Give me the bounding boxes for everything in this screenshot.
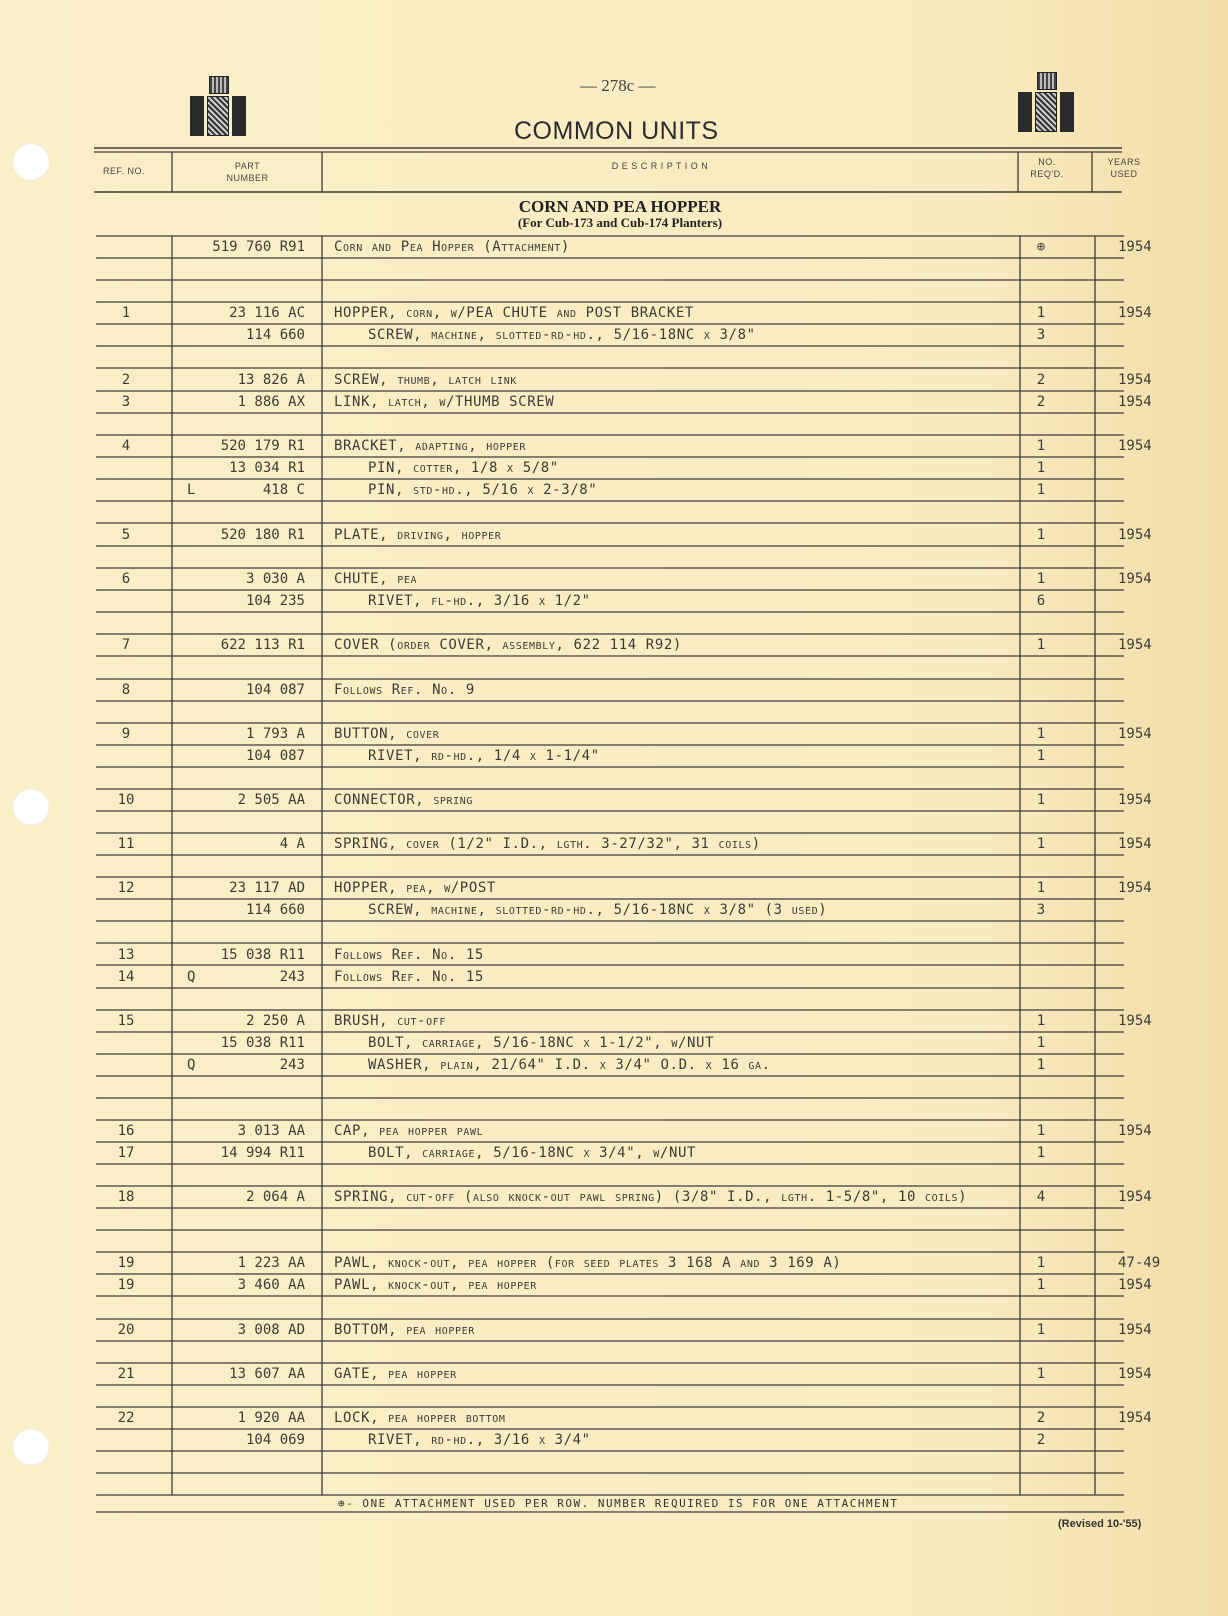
part-description: PIN, cotter, 1/8 x 5/8" [368,460,559,476]
years-used: 1954 [1118,372,1152,388]
part-description: PIN, std-hd., 5/16 x 2-3/8" [368,482,598,498]
qty-required: 1 [1036,836,1046,852]
part-number: 104 235 [245,593,305,609]
part-description: PAWL, knock-out, pea hopper [334,1277,537,1293]
years-used: 1954 [1118,1322,1152,1338]
part-number: 418 C [262,482,305,498]
part-description: BOLT, carriage, 5/16-18NC x 3/4", w/NUT [368,1145,697,1161]
part-description: HOPPER, pea, w/POST [334,880,496,896]
qty-required: 1 [1036,460,1046,476]
qty-required: 1 [1036,527,1046,543]
ref-number: 15 [117,1013,135,1029]
years-used: 1954 [1118,305,1152,321]
part-description: PAWL, knock-out, pea hopper (for seed plates 3 168 A and 3 169 A) [334,1255,842,1271]
part-number: 13 034 R1 [229,460,305,476]
section-title: CORN AND PEA HOPPER [518,197,722,216]
part-number: 520 180 R1 [220,527,305,543]
ref-number: 4 [121,438,131,454]
years-used: 1954 [1118,880,1152,896]
col-header-part-line2: NUMBER [226,173,269,183]
col-header-ref: REF. NO. [102,166,145,176]
years-used: 1954 [1118,438,1152,454]
years-used: 1954 [1118,836,1152,852]
ref-number: 9 [121,726,131,742]
revision-date: (Revised 10-'55) [1058,1518,1142,1530]
qty-required: 1 [1036,726,1046,742]
qty-required: 6 [1036,593,1046,609]
years-used: 1954 [1118,394,1152,410]
part-number: 4 A [279,836,305,852]
qty-required: 1 [1036,305,1046,321]
part-number: 1 886 AX [237,394,305,410]
ref-number: 3 [121,394,131,410]
ref-number: 17 [117,1145,135,1161]
years-used: 1954 [1118,571,1152,587]
part-description: SPRING, cover (1/2" I.D., lgth. 3-27/32", 31 coils) [334,836,761,852]
part-number: 622 113 R1 [220,637,305,653]
qty-required: 3 [1036,327,1046,343]
part-number: 1 223 AA [237,1255,305,1271]
col-header-description: D E S C R I P T I O N [611,161,709,171]
col-header-part-line1: PART [234,161,261,171]
part-description: HOPPER, corn, w/PEA CHUTE and POST BRACKET [334,305,694,321]
part-number: 520 179 R1 [220,438,305,454]
years-used: 1954 [1118,1123,1152,1139]
part-description: CAP, pea hopper pawl [334,1123,484,1139]
qty-required: 2 [1036,1432,1046,1448]
part-number: 15 038 R11 [220,947,305,963]
qty-required: 2 [1036,394,1046,410]
ref-number: 6 [121,571,131,587]
part-number: 1 920 AA [237,1410,305,1426]
qty-required: 4 [1036,1189,1046,1205]
years-used: 1954 [1118,792,1152,808]
footnote: ⊕- ONE ATTACHMENT USED PER ROW. NUMBER REQUIRED IS FOR ONE ATTACHMENT [338,1497,899,1510]
part-number: 13 826 A [237,372,305,388]
part-prefix: L [187,482,196,498]
part-description: BRACKET, adapting, hopper [334,438,527,454]
qty-required: 1 [1036,637,1046,653]
qty-required: 2 [1036,1410,1046,1426]
years-used: 1954 [1118,1189,1152,1205]
ref-number: 20 [117,1322,135,1338]
years-used: 1954 [1118,527,1152,543]
part-number: 14 994 R11 [220,1145,305,1161]
years-used: 1954 [1118,1013,1152,1029]
col-header-qty [1020,156,1074,180]
part-description: LINK, latch, w/THUMB SCREW [334,394,555,410]
ref-number: 19 [117,1277,135,1293]
part-number: 13 607 AA [229,1366,305,1382]
part-prefix: Q [187,969,196,985]
col-header-qty-line1: NO. [1038,157,1056,167]
part-number: 3 013 AA [237,1123,305,1139]
qty-required: 1 [1036,1145,1046,1161]
col-header-years-line2: USED [1110,169,1138,179]
qty-required: 1 [1036,1322,1046,1338]
part-number: 243 [279,969,305,985]
ref-number: 11 [117,836,135,852]
ref-number: 16 [117,1123,135,1139]
part-number: 104 069 [245,1432,305,1448]
part-description: Corn and Pea Hopper (Attachment) [334,239,570,255]
part-description: RIVET, rd-hd., 1/4 x 1-1/4" [368,748,600,764]
qty-required: 1 [1036,438,1046,454]
part-number: 2 064 A [245,1189,305,1205]
qty-required: ⊕ [1036,239,1046,255]
part-number: 519 760 R91 [212,239,305,255]
part-number: 243 [279,1057,305,1073]
ref-number: 2 [121,372,131,388]
part-description: BOLT, carriage, 5/16-18NC x 1-1/2", w/NUT [368,1035,715,1051]
ref-number: 19 [117,1255,135,1271]
part-description: Follows Ref. No. 9 [334,682,475,698]
part-number: 15 038 R11 [220,1035,305,1051]
years-used: 1954 [1118,726,1152,742]
years-used: 1954 [1118,1277,1152,1293]
ref-number: 1 [121,305,131,321]
ref-number: 21 [117,1366,135,1382]
part-number: 2 505 AA [237,792,305,808]
part-number: 23 117 AD [229,880,305,896]
part-number: 104 087 [245,682,305,698]
ref-number: 10 [117,792,135,808]
part-description: RIVET, rd-hd., 3/16 x 3/4" [368,1432,591,1448]
part-description: Follows Ref. No. 15 [334,947,484,963]
qty-required: 1 [1036,1035,1046,1051]
ref-number: 13 [117,947,135,963]
qty-required: 1 [1036,1277,1046,1293]
part-description: SCREW, thumb, latch link [334,372,517,388]
qty-required: 1 [1036,748,1046,764]
ref-number: 7 [121,637,131,653]
ref-number: 14 [117,969,135,985]
part-description: SCREW, machine, slotted-rd-hd., 5/16-18NC x 3/8" (3 used) [368,902,828,918]
qty-required: 1 [1036,1255,1046,1271]
part-number: 3 460 AA [237,1277,305,1293]
col-header-qty-line2: REQ'D. [1030,169,1064,179]
years-used: 47-49 [1118,1255,1161,1271]
qty-required: 2 [1036,372,1046,388]
part-description: GATE, pea hopper [334,1366,457,1382]
qty-required: 1 [1036,880,1046,896]
part-description: SCREW, machine, slotted-rd-hd., 5/16-18NC x 3/8" [368,327,756,343]
ref-number: 8 [121,682,131,698]
years-used: 1954 [1118,239,1152,255]
ref-number: 5 [121,527,131,543]
page-title: COMMON UNITS [514,117,719,145]
ref-number: 22 [117,1410,135,1426]
part-description: WASHER, plain, 21/64" I.D. x 3/4" O.D. x 16 ga. [368,1057,771,1073]
ref-number: 18 [117,1189,135,1205]
part-prefix: Q [187,1057,196,1073]
part-number: 114 660 [245,902,305,918]
part-number: 23 116 AC [229,305,305,321]
years-used: 1954 [1118,637,1152,653]
years-used: 1954 [1118,1410,1152,1426]
qty-required: 3 [1036,902,1046,918]
part-number: 1 793 A [245,726,305,742]
page-number: — 278c — [580,76,656,95]
col-header-years [1094,156,1154,180]
qty-required: 1 [1036,482,1046,498]
section-subtitle: (For Cub-173 and Cub-174 Planters) [517,215,723,230]
part-number: 104 087 [245,748,305,764]
part-description: BRUSH, cut-off [334,1013,446,1029]
part-number: 114 660 [245,327,305,343]
qty-required: 1 [1036,1057,1046,1073]
part-description: RIVET, fl-hd., 3/16 x 1/2" [368,593,591,609]
years-used: 1954 [1118,1366,1152,1382]
ref-number: 12 [117,880,135,896]
part-description: BOTTOM, pea hopper [334,1322,475,1338]
qty-required: 1 [1036,571,1046,587]
qty-required: 1 [1036,1013,1046,1029]
part-description: LOCK, pea hopper bottom [334,1410,506,1426]
part-description: COVER (order COVER, assembly, 622 114 R92) [334,637,682,653]
col-header-years-line1: YEARS [1107,157,1141,167]
part-description: Follows Ref. No. 15 [334,969,484,985]
part-description: CHUTE, pea [334,571,418,587]
qty-required: 1 [1036,792,1046,808]
part-number: 2 250 A [245,1013,305,1029]
part-description: PLATE, driving, hopper [334,527,502,543]
part-description: BUTTON, cover [334,726,440,742]
part-description: SPRING, cut-off (also knock-out pawl spring) (3/8" I.D., lgth. 1-5/8", 10 coils) [334,1189,968,1205]
col-header-part [175,160,320,184]
part-number: 3 030 A [245,571,305,587]
part-description: CONNECTOR, spring [334,792,474,808]
qty-required: 1 [1036,1366,1046,1382]
part-number: 3 008 AD [237,1322,305,1338]
qty-required: 1 [1036,1123,1046,1139]
